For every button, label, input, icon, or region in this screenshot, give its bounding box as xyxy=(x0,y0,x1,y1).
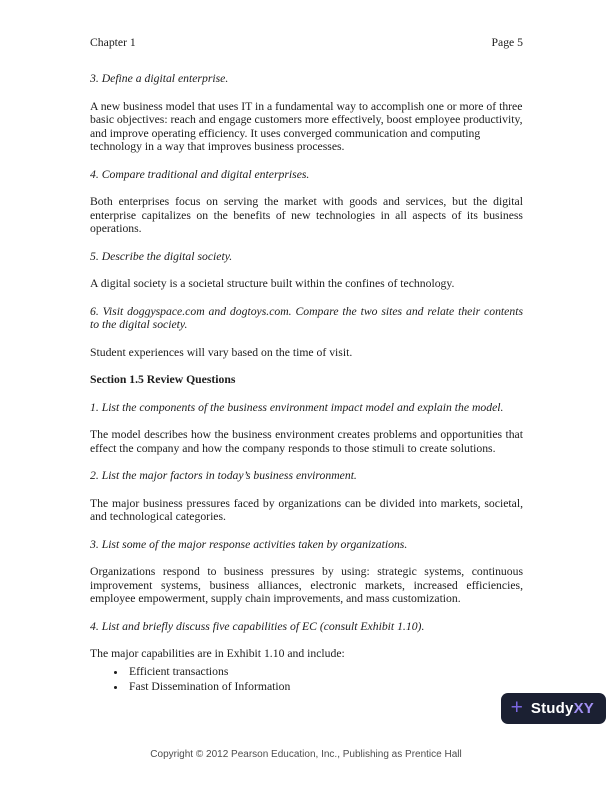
review-question-1: 1. List the components of the business environment impact model and explain the model. xyxy=(90,400,504,414)
logo-study-text: Study xyxy=(530,700,574,717)
document-body xyxy=(90,72,523,695)
studyxy-watermark-badge xyxy=(501,693,606,724)
capabilities-list xyxy=(90,664,523,695)
header-chapter-label: Chapter 1 xyxy=(90,36,136,49)
review-answer-2: The major business pressures faced by organizations can be divided into markets, societal, and technological categories. xyxy=(90,496,523,523)
header-page-number: Page 5 xyxy=(491,36,523,49)
question-describe-digital-society: 5. Describe the digital society. xyxy=(90,249,233,263)
answer-visit-sites: Student experiences will vary based on the time of visit. xyxy=(90,345,353,359)
review-answer-3: Organizations respond to business pressures by using: strategic systems, continuous improvement systems, business alliances, electronic markets, increased efficiencies, employee empowerment, supply chain improvements, and mass customization. xyxy=(90,565,523,605)
review-answer-4-intro: The major capabilities are in Exhibit 1.10 and include: xyxy=(90,647,345,660)
answer-define-digital-enterprise: A new business model that uses IT in a fundamental way to accomplish one or more of three basic objectives: reach and engage customers more effectively, boost employee productivity, and improve operating efficiency. It uses converged communication and computing technology in a way that improves business processes. xyxy=(90,99,523,153)
review-answer-1: The model describes how the business environment creates problems and opportunities that effect the company and how the company responds to those stimuli to create solutions. xyxy=(90,428,523,455)
answer-describe-digital-society: A digital society is a societal structure built within the confines of technology. xyxy=(90,277,455,290)
question-visit-sites: 6. Visit doggyspace.com and dogtoys.com. Compare the two sites and relate their contents to the digital society. xyxy=(90,304,523,331)
plus-icon: + xyxy=(510,696,523,719)
studyxy-logo-text xyxy=(531,700,594,717)
logo-xy-text: XY xyxy=(573,700,594,717)
section-heading: Section 1.5 Review Questions xyxy=(90,373,236,386)
review-question-3: 3. List some of the major response activities taken by organizations. xyxy=(90,537,408,551)
question-compare-enterprises: 4. Compare traditional and digital enterprises. xyxy=(90,167,310,181)
capability-list-item: • Efficient transactions xyxy=(127,664,523,680)
review-question-2: 2. List the major factors in today’s business environment. xyxy=(90,469,357,482)
review-question-4: 4. List and briefly discuss five capabilities of EC (consult Exhibit 1.10). xyxy=(90,619,425,633)
copyright-footer: Copyright © 2012 Pearson Education, Inc., Publishing as Prentice Hall xyxy=(150,749,462,760)
question-define-digital-enterprise: 3. Define a digital enterprise. xyxy=(90,72,229,85)
page-header xyxy=(90,36,523,50)
capability-list-item: • Fast Dissemination of Information xyxy=(127,679,523,695)
answer-compare-enterprises: Both enterprises focus on serving the market with goods and services, but the digital enterprise capitalizes on the benefits of new technologies in all aspects of its business operations. xyxy=(90,195,523,235)
